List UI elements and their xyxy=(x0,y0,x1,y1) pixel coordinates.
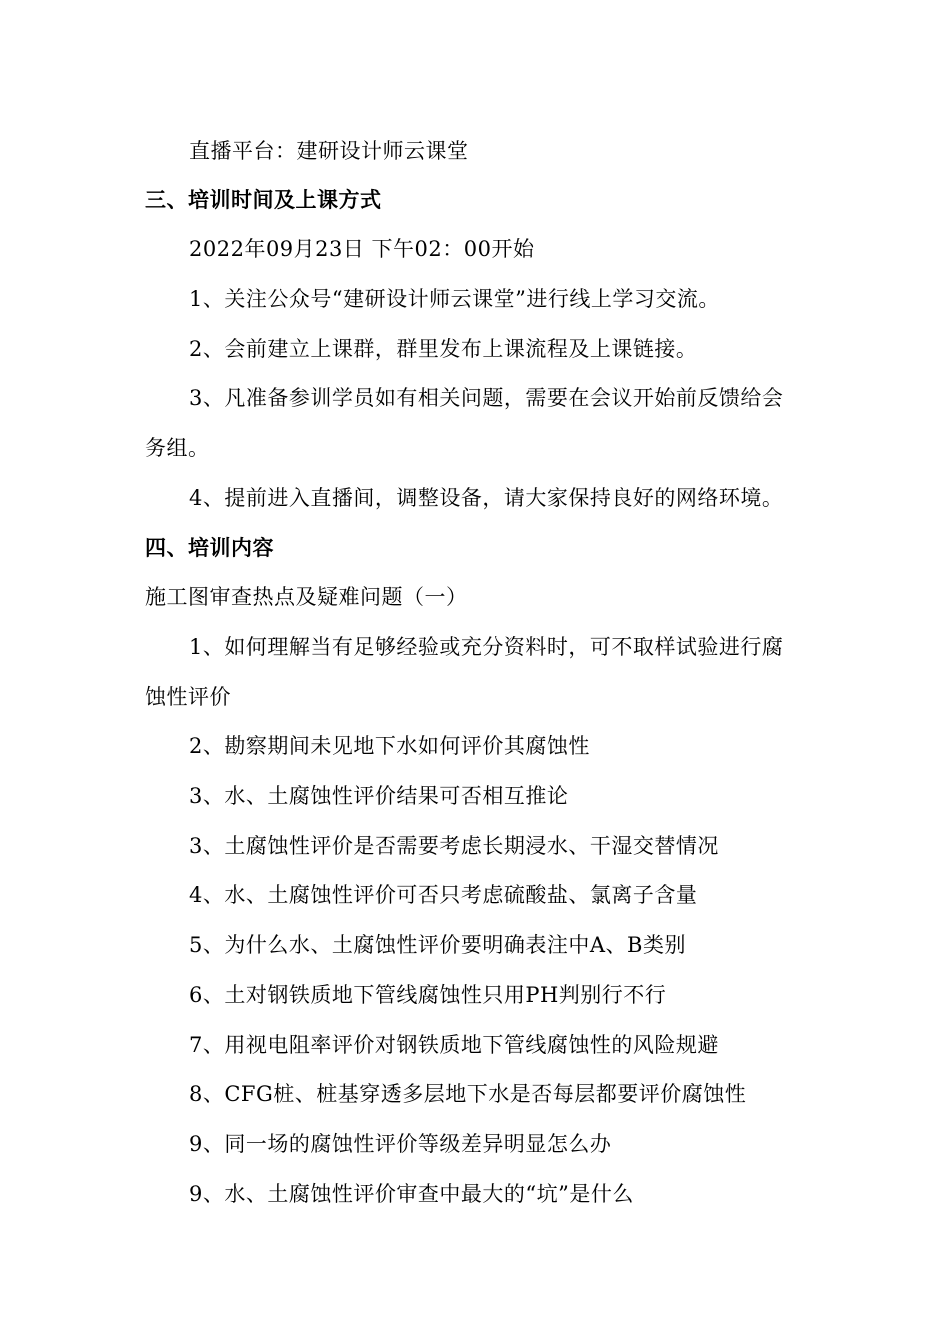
section-3-item: 2、会前建立上课群，群里发布上课流程及上课链接。 xyxy=(189,337,698,361)
section-3-item: 4、提前进入直播间，调整设备，请大家保持良好的网络环境。 xyxy=(189,486,784,510)
section-3-item: 1、关注公众号“建研设计师云课堂”进行线上学习交流。 xyxy=(189,287,720,311)
platform-line: 直播平台：建研设计师云课堂 xyxy=(189,139,469,163)
section-4-heading: 四、培训内容 xyxy=(145,535,274,560)
training-datetime: 2022年09月23日 下午02：00开始 xyxy=(189,237,535,261)
section-4-item: 4、水、土腐蚀性评价可否只考虑硫酸盐、氯离子含量 xyxy=(189,883,698,907)
section-4-item: 3、水、土腐蚀性评价结果可否相互推论 xyxy=(189,784,569,808)
section-3-heading: 三、培训时间及上课方式 xyxy=(145,187,382,212)
section-4-item: 9、同一场的腐蚀性评价等级差异明显怎么办 xyxy=(189,1132,612,1156)
section-4-item: 8、CFG桩、桩基穿透多层地下水是否每层都要评价腐蚀性 xyxy=(189,1082,747,1106)
section-4-item: 1、如何理解当有足够经验或充分资料时，可不取样试验进行腐 xyxy=(189,635,784,659)
section-4-item-continuation: 蚀性评价 xyxy=(145,685,231,709)
section-3-item: 3、凡准备参训学员如有相关问题，需要在会议开始前反馈给会 xyxy=(189,386,784,410)
section-4-item: 3、土腐蚀性评价是否需要考虑长期浸水、干湿交替情况 xyxy=(189,834,719,858)
section-4-item: 2、勘察期间未见地下水如何评价其腐蚀性 xyxy=(189,734,590,758)
section-4-item: 5、为什么水、土腐蚀性评价要明确表注中A、B类别 xyxy=(189,933,686,957)
section-4-subtitle: 施工图审查热点及疑难问题（一） xyxy=(145,585,468,609)
section-4-item: 9、水、土腐蚀性评价审查中最大的“坑”是什么 xyxy=(189,1182,634,1206)
section-3-item-continuation: 务组。 xyxy=(145,436,210,460)
section-4-item: 7、用视电阻率评价对钢铁质地下管线腐蚀性的风险规避 xyxy=(189,1033,719,1057)
section-4-item: 6、土对钢铁质地下管线腐蚀性只用PH判别行不行 xyxy=(189,983,667,1007)
